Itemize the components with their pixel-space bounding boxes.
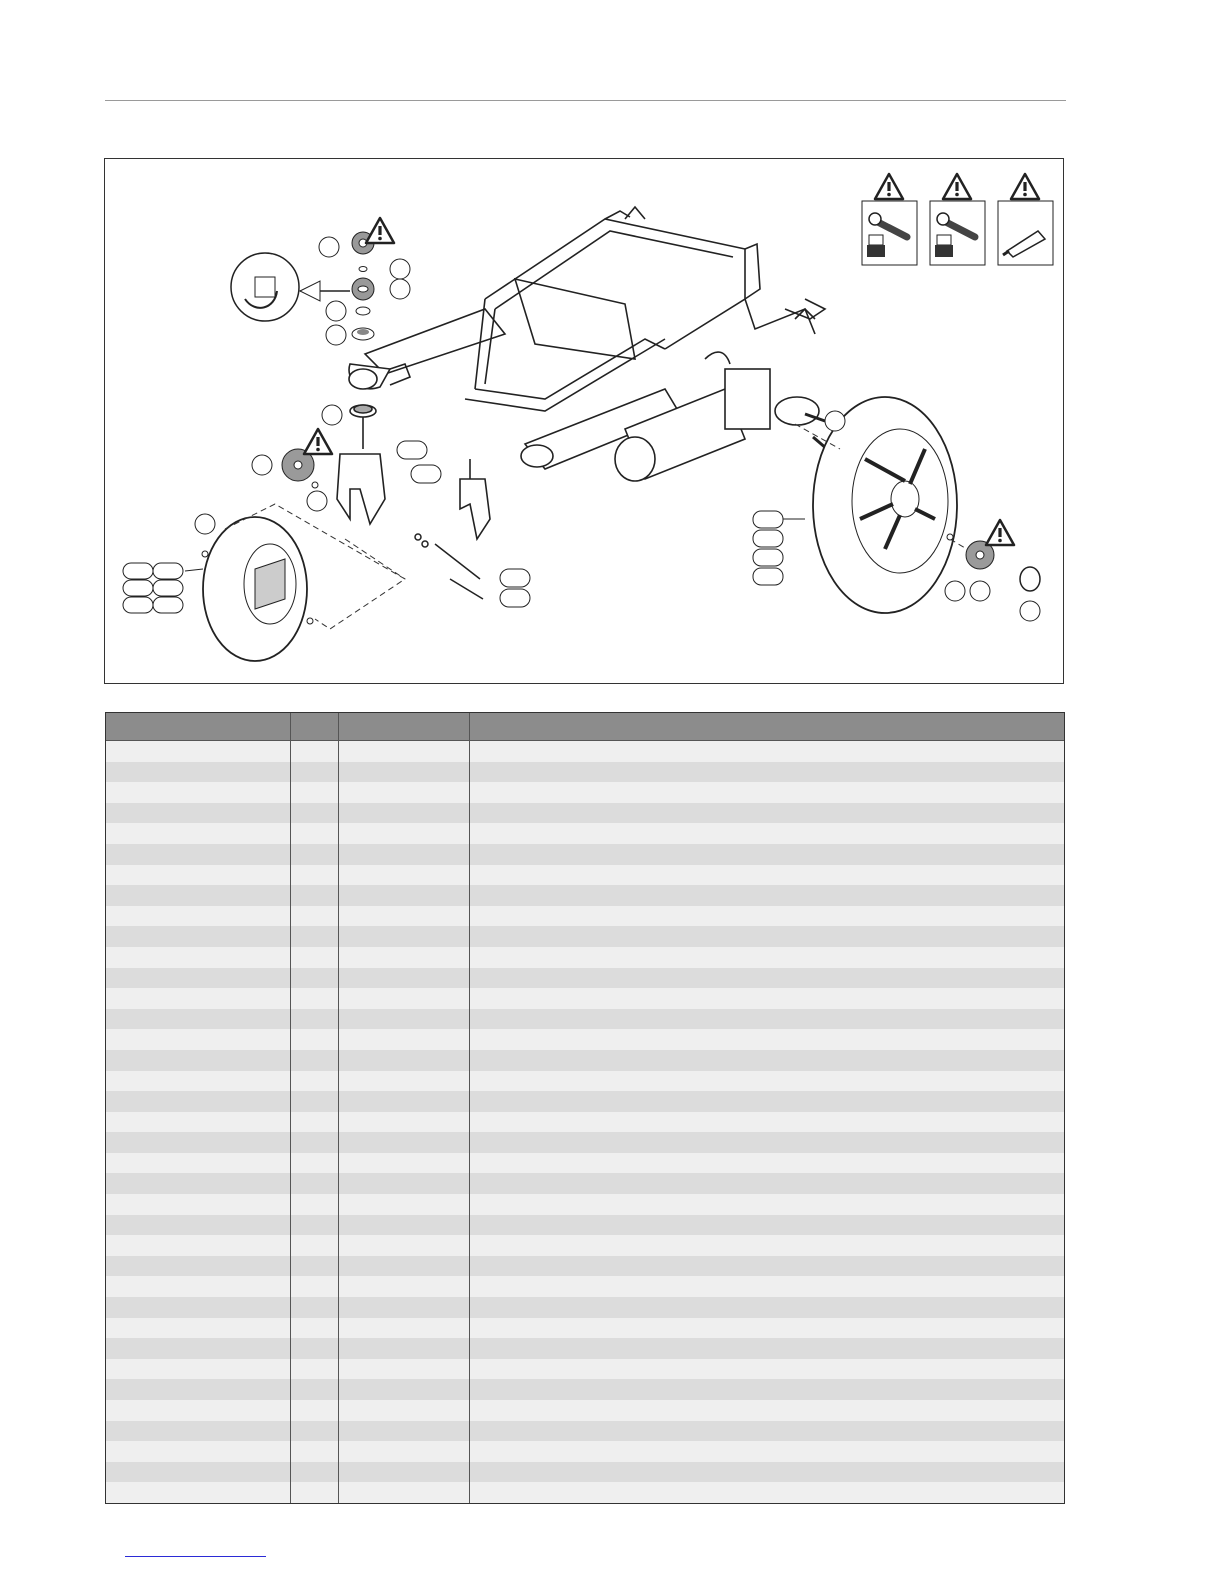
table-cell: [291, 1050, 339, 1071]
table-cell: [339, 782, 470, 803]
column-header: [470, 713, 1064, 740]
table-cell: [106, 1400, 291, 1421]
table-cell: [339, 1050, 470, 1071]
table-cell: [470, 1050, 1064, 1071]
table-row: [106, 1359, 1064, 1380]
table-row: [106, 1194, 1064, 1215]
table-cell: [291, 1441, 339, 1462]
table-cell: [291, 741, 339, 762]
table-cell: [470, 1297, 1064, 1318]
table-cell: [291, 1400, 339, 1421]
table-cell: [291, 1482, 339, 1503]
table-cell: [291, 1379, 339, 1400]
table-cell: [470, 1421, 1064, 1442]
table-cell: [470, 782, 1064, 803]
table-cell: [470, 844, 1064, 865]
table-row: [106, 906, 1064, 927]
table-cell: [291, 968, 339, 989]
table-row: [106, 1153, 1064, 1174]
table-cell: [470, 741, 1064, 762]
table-row: [106, 968, 1064, 989]
table-cell: [291, 926, 339, 947]
table-cell: [106, 906, 291, 927]
table-cell: [339, 885, 470, 906]
table-cell: [339, 1029, 470, 1050]
torque-wrench-icon: [862, 174, 917, 265]
table-row: [106, 1235, 1064, 1256]
table-cell: [291, 1462, 339, 1483]
table-cell: [470, 803, 1064, 824]
table-cell: [339, 1112, 470, 1133]
table-cell: [339, 1462, 470, 1483]
table-cell: [291, 988, 339, 1009]
table-cell: [106, 1235, 291, 1256]
table-row: [106, 1482, 1064, 1503]
table-cell: [470, 988, 1064, 1009]
table-cell: [291, 1318, 339, 1339]
table-cell: [470, 1215, 1064, 1236]
table-cell: [470, 1338, 1064, 1359]
table-cell: [339, 1194, 470, 1215]
table-cell: [291, 865, 339, 886]
bearing-stack: [352, 232, 374, 340]
torque-wrench-icon: [930, 174, 985, 265]
table-cell: [470, 1235, 1064, 1256]
table-cell: [106, 1194, 291, 1215]
table-row: [106, 1050, 1064, 1071]
table-row: [106, 1400, 1064, 1421]
table-cell: [106, 1173, 291, 1194]
table-cell: [291, 947, 339, 968]
table-cell: [470, 1482, 1064, 1503]
table-cell: [470, 1194, 1064, 1215]
table-cell: [339, 741, 470, 762]
table-cell: [470, 926, 1064, 947]
table-cell: [339, 1421, 470, 1442]
table-cell: [339, 1071, 470, 1092]
exploded-view-diagram: [104, 158, 1064, 684]
table-cell: [339, 803, 470, 824]
column-header: [106, 713, 291, 740]
table-cell: [470, 1441, 1064, 1462]
table-cell: [470, 1276, 1064, 1297]
table-cell: [291, 1009, 339, 1030]
table-row: [106, 1173, 1064, 1194]
table-cell: [470, 1091, 1064, 1112]
table-cell: [106, 1009, 291, 1030]
table-cell: [291, 1421, 339, 1442]
table-cell: [339, 1338, 470, 1359]
table-body: [106, 741, 1064, 1503]
table-cell: [106, 1050, 291, 1071]
table-cell: [339, 1153, 470, 1174]
header-rule: [105, 100, 1066, 101]
table-cell: [291, 1256, 339, 1277]
table-cell: [339, 1400, 470, 1421]
table-cell: [339, 1256, 470, 1277]
table-cell: [106, 1297, 291, 1318]
table-cell: [291, 1276, 339, 1297]
table-cell: [106, 1029, 291, 1050]
table-cell: [470, 1029, 1064, 1050]
table-cell: [106, 1359, 291, 1380]
table-cell: [291, 1173, 339, 1194]
table-row: [106, 803, 1064, 824]
table-cell: [291, 782, 339, 803]
table-cell: [106, 1153, 291, 1174]
column-header: [339, 713, 470, 740]
table-cell: [470, 762, 1064, 783]
table-cell: [339, 1276, 470, 1297]
table-row: [106, 988, 1064, 1009]
table-cell: [339, 1235, 470, 1256]
table-cell: [106, 947, 291, 968]
threadlock-tube-icon: [998, 174, 1053, 265]
table-cell: [470, 968, 1064, 989]
table-row: [106, 1029, 1064, 1050]
table-cell: [339, 865, 470, 886]
table-row: [106, 1091, 1064, 1112]
table-cell: [106, 762, 291, 783]
table-cell: [339, 906, 470, 927]
table-cell: [106, 1132, 291, 1153]
table-cell: [470, 1112, 1064, 1133]
table-cell: [339, 947, 470, 968]
table-cell: [470, 1318, 1064, 1339]
table-cell: [106, 803, 291, 824]
table-cell: [470, 1009, 1064, 1030]
table-row: [106, 1256, 1064, 1277]
table-cell: [106, 988, 291, 1009]
table-cell: [106, 741, 291, 762]
table-cell: [291, 1235, 339, 1256]
table-row: [106, 1071, 1064, 1092]
table-cell: [291, 844, 339, 865]
chassis-frame: [465, 207, 825, 411]
table-cell: [470, 1379, 1064, 1400]
table-cell: [291, 885, 339, 906]
table-row: [106, 1215, 1064, 1236]
table-cell: [470, 1132, 1064, 1153]
table-cell: [106, 1091, 291, 1112]
table-cell: [339, 823, 470, 844]
table-cell: [339, 1091, 470, 1112]
footer-link-underline[interactable]: [125, 1556, 266, 1557]
table-cell: [106, 885, 291, 906]
table-cell: [339, 988, 470, 1009]
table-row: [106, 1276, 1064, 1297]
table-row: [106, 1112, 1064, 1133]
table-row: [106, 947, 1064, 968]
table-cell: [291, 1071, 339, 1092]
table-cell: [470, 906, 1064, 927]
table-cell: [106, 1379, 291, 1400]
table-cell: [106, 1256, 291, 1277]
table-cell: [291, 1112, 339, 1133]
table-cell: [291, 762, 339, 783]
drive-motor: [521, 352, 827, 481]
table-row: [106, 1441, 1064, 1462]
table-cell: [339, 1379, 470, 1400]
table-row: [106, 782, 1064, 803]
table-cell: [291, 1153, 339, 1174]
table-cell: [339, 1297, 470, 1318]
table-cell: [339, 1482, 470, 1503]
table-row: [106, 926, 1064, 947]
table-cell: [339, 844, 470, 865]
table-header: [106, 713, 1064, 741]
table-cell: [291, 906, 339, 927]
table-row: [106, 1421, 1064, 1442]
table-cell: [470, 1071, 1064, 1092]
axle-bolt: [415, 534, 483, 599]
table-row: [106, 865, 1064, 886]
table-cell: [339, 1441, 470, 1462]
table-row: [106, 1132, 1064, 1153]
table-cell: [470, 1359, 1064, 1380]
table-row: [106, 1297, 1064, 1318]
table-cell: [106, 1441, 291, 1462]
table-cell: [339, 1173, 470, 1194]
table-cell: [291, 1359, 339, 1380]
table-cell: [339, 968, 470, 989]
table-cell: [339, 1215, 470, 1236]
table-cell: [470, 1462, 1064, 1483]
table-cell: [106, 865, 291, 886]
table-row: [106, 741, 1064, 762]
table-cell: [339, 1359, 470, 1380]
table-cell: [291, 823, 339, 844]
table-cell: [291, 1091, 339, 1112]
parts-list-table: [105, 712, 1065, 1504]
table-row: [106, 823, 1064, 844]
table-cell: [339, 926, 470, 947]
table-cell: [106, 926, 291, 947]
table-cell: [291, 1194, 339, 1215]
table-cell: [339, 1132, 470, 1153]
front-arm: [349, 309, 505, 389]
table-cell: [106, 1276, 291, 1297]
table-cell: [470, 1400, 1064, 1421]
table-row: [106, 885, 1064, 906]
table-row: [106, 844, 1064, 865]
table-cell: [106, 1462, 291, 1483]
table-row: [106, 762, 1064, 783]
table-cell: [470, 1173, 1064, 1194]
table-cell: [106, 844, 291, 865]
table-cell: [470, 947, 1064, 968]
table-row: [106, 1338, 1064, 1359]
table-cell: [291, 1297, 339, 1318]
castor-wheel: [203, 517, 307, 661]
table-cell: [106, 1338, 291, 1359]
table-cell: [470, 823, 1064, 844]
table-cell: [106, 1112, 291, 1133]
table-cell: [106, 1215, 291, 1236]
table-cell: [470, 865, 1064, 886]
table-cell: [106, 1318, 291, 1339]
table-cell: [106, 1421, 291, 1442]
table-row: [106, 1379, 1064, 1400]
table-cell: [339, 1318, 470, 1339]
table-cell: [339, 1009, 470, 1030]
table-row: [106, 1318, 1064, 1339]
table-row: [106, 1009, 1064, 1030]
table-cell: [106, 968, 291, 989]
table-cell: [470, 1256, 1064, 1277]
table-cell: [291, 1132, 339, 1153]
table-row: [106, 1462, 1064, 1483]
table-cell: [106, 823, 291, 844]
table-cell: [339, 762, 470, 783]
table-cell: [291, 1029, 339, 1050]
table-cell: [106, 1071, 291, 1092]
table-cell: [291, 1215, 339, 1236]
table-cell: [106, 1482, 291, 1503]
table-cell: [291, 803, 339, 824]
table-cell: [470, 885, 1064, 906]
column-header: [291, 713, 339, 740]
table-cell: [106, 782, 291, 803]
table-cell: [470, 1153, 1064, 1174]
table-cell: [291, 1338, 339, 1359]
